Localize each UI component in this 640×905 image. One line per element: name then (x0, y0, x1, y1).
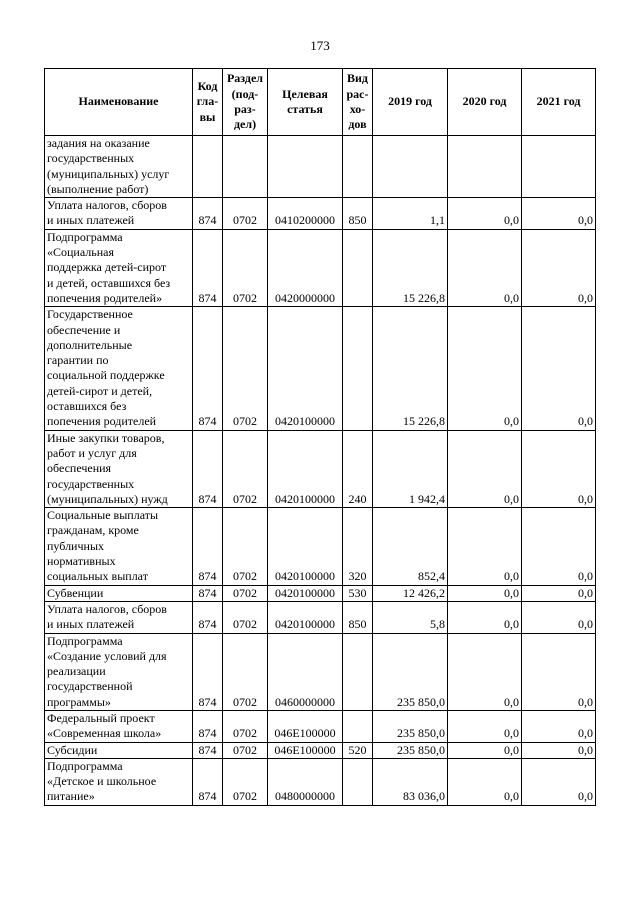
row-name-line: Федеральный проект (47, 710, 155, 725)
header-line: дел) (233, 117, 257, 132)
row-name-line: задания на оказание (47, 136, 150, 150)
target-item-cell: 0420100000 (268, 585, 343, 601)
row-name-line: социальной поддержке (47, 368, 165, 383)
row-name-line: попечения родителей (47, 414, 157, 429)
table-row (45, 508, 596, 585)
row-name-line: Государственное (47, 307, 133, 322)
amount-2019-cell: 15 226,8 (373, 307, 448, 430)
row-name-line: социальных выплат (47, 569, 148, 584)
header-name: Наименование (45, 69, 193, 136)
section-cell: 0702 (223, 758, 268, 805)
row-name-line: поддержка детей-сирот (47, 260, 167, 275)
header-section (223, 69, 268, 136)
amount-2020-cell: 0,0 (448, 601, 522, 633)
amount-2020-cell: 0,0 (448, 742, 522, 758)
target-item-cell: 0410200000 (268, 198, 343, 230)
row-name-line: Подпрограмма (47, 758, 123, 773)
header-expense-type (343, 69, 373, 136)
row-name-line: оставшихся без (47, 399, 127, 414)
expense-type-cell (343, 633, 373, 710)
row-name-line: и иных платежей (47, 213, 135, 228)
target-item-cell: 0420000000 (268, 229, 343, 306)
row-name-line: «Детское и школьное (47, 774, 157, 789)
table-row (45, 307, 596, 430)
amount-2021-cell: 0,0 (522, 430, 596, 507)
header-line: статья (287, 102, 323, 116)
row-name-line: нормативных (47, 554, 116, 569)
row-name-line: Субсидии (47, 742, 98, 757)
row-name-line: (выполнение работ) (47, 181, 149, 196)
chapter-code-cell: 874 (193, 633, 223, 710)
amount-2019-cell: 12 426,2 (373, 585, 448, 601)
amount-2019-cell: 15 226,8 (373, 229, 448, 306)
amount-2020-cell: 0,0 (448, 229, 522, 306)
target-item-cell: 0420100000 (268, 307, 343, 430)
chapter-code-cell: 874 (193, 601, 223, 633)
amount-2019-cell: 235 850,0 (373, 633, 448, 710)
expense-type-cell: 520 (343, 742, 373, 758)
header-line: Целевая (282, 86, 328, 101)
section-cell: 0702 (223, 601, 268, 633)
row-name-cell (45, 307, 193, 430)
amount-2019-cell: 5,8 (373, 601, 448, 633)
row-name-line: (муниципальных) услуг (47, 166, 170, 181)
table-row (45, 758, 596, 805)
row-name-line: Иные закупки товаров, (47, 430, 165, 445)
page-number: 173 (310, 38, 330, 53)
amount-2020-cell: 0,0 (448, 430, 522, 507)
header-chapter-code (193, 69, 223, 136)
row-name-cell (45, 136, 193, 198)
budget-table (44, 68, 596, 806)
row-name-line: гарантии по (47, 353, 109, 368)
row-name-cell (45, 633, 193, 710)
amount-2020-cell (448, 136, 522, 198)
row-name-cell (45, 601, 193, 633)
row-name-cell (45, 758, 193, 805)
row-name-line: Уплата налогов, сборов (47, 198, 167, 213)
table-row (45, 601, 596, 633)
row-name-line: детей-сирот и детей, (47, 383, 153, 398)
row-name-line: «Современная школа» (47, 726, 162, 741)
amount-2021-cell: 0,0 (522, 710, 596, 742)
expense-type-cell: 850 (343, 601, 373, 633)
expense-type-cell (343, 710, 373, 742)
table-row (45, 136, 596, 198)
table-row (45, 198, 596, 230)
amount-2021-cell: 0,0 (522, 585, 596, 601)
chapter-code-cell: 874 (193, 198, 223, 230)
expense-type-cell: 320 (343, 508, 373, 585)
amount-2019-cell: 1 942,4 (373, 430, 448, 507)
table-row (45, 742, 596, 758)
header-line: Вид (347, 71, 368, 86)
header-year-2019: 2019 год (373, 69, 448, 136)
row-name-line: программы» (47, 694, 111, 709)
header-year-2020: 2020 год (448, 69, 522, 136)
expense-type-cell: 850 (343, 198, 373, 230)
table-row (45, 430, 596, 507)
row-name-line: государственных (47, 151, 135, 166)
amount-2020-cell: 0,0 (448, 633, 522, 710)
amount-2020-cell: 0,0 (448, 758, 522, 805)
row-name-line: Подпрограмма (47, 229, 123, 244)
row-name-line: и детей, оставшихся без (47, 275, 171, 290)
row-name-line: «Социальная (47, 245, 115, 260)
amount-2020-cell: 0,0 (448, 508, 522, 585)
amount-2020-cell: 0,0 (448, 585, 522, 601)
row-name-cell (45, 585, 193, 601)
amount-2020-cell: 0,0 (448, 198, 522, 230)
row-name-line: и иных платежей (47, 617, 135, 632)
section-cell: 0702 (223, 508, 268, 585)
target-item-cell: 0460000000 (268, 633, 343, 710)
table-row (45, 229, 596, 306)
amount-2020-cell: 0,0 (448, 307, 522, 430)
amount-2021-cell: 0,0 (522, 758, 596, 805)
header-line: (под- (231, 86, 259, 101)
amount-2019-cell: 235 850,0 (373, 742, 448, 758)
table-header-row (45, 69, 596, 136)
expense-type-cell (343, 307, 373, 430)
row-name-cell (45, 198, 193, 230)
amount-2021-cell: 0,0 (522, 633, 596, 710)
row-name-line: Уплата налогов, сборов (47, 601, 167, 616)
row-name-line: государственных (47, 476, 135, 491)
row-name-line: питание» (47, 789, 95, 804)
row-name-line: работ и услуг для (47, 445, 137, 460)
chapter-code-cell: 874 (193, 585, 223, 601)
expense-type-cell: 530 (343, 585, 373, 601)
section-cell: 0702 (223, 307, 268, 430)
chapter-code-cell: 874 (193, 307, 223, 430)
row-name-line: дополнительные (47, 337, 133, 352)
amount-2021-cell: 0,0 (522, 229, 596, 306)
row-name-cell (45, 742, 193, 758)
chapter-code-cell: 874 (193, 229, 223, 306)
header-line: Код (197, 79, 218, 94)
table-row (45, 710, 596, 742)
expense-type-cell (343, 136, 373, 198)
amount-2021-cell: 0,0 (522, 198, 596, 230)
target-item-cell: 0420100000 (268, 601, 343, 633)
target-item-cell: 046E100000 (268, 710, 343, 742)
section-cell: 0702 (223, 742, 268, 758)
row-name-line: реализации (47, 664, 106, 679)
table-row (45, 585, 596, 601)
row-name-cell (45, 710, 193, 742)
amount-2021-cell: 0,0 (522, 508, 596, 585)
chapter-code-cell: 874 (193, 430, 223, 507)
target-item-cell: 0480000000 (268, 758, 343, 805)
row-name-line: попечения родителей» (47, 290, 163, 305)
row-name-line: «Создание условий для (47, 648, 167, 663)
table-row (45, 633, 596, 710)
amount-2019-cell: 1,1 (373, 198, 448, 230)
chapter-code-cell (193, 136, 223, 198)
header-year-2021: 2021 год (522, 69, 596, 136)
amount-2020-cell: 0,0 (448, 710, 522, 742)
target-item-cell: 046E100000 (268, 742, 343, 758)
row-name-line: обеспечения (47, 461, 112, 476)
row-name-line: Подпрограмма (47, 633, 123, 648)
row-name-line: обеспечение и (47, 322, 121, 337)
header-line: гла- (196, 94, 219, 109)
row-name-line: (муниципальных) нужд (47, 491, 168, 506)
amount-2019-cell: 83 036,0 (373, 758, 448, 805)
chapter-code-cell: 874 (193, 710, 223, 742)
section-cell: 0702 (223, 710, 268, 742)
target-item-cell (268, 136, 343, 198)
amount-2021-cell (522, 136, 596, 198)
amount-2019-cell (373, 136, 448, 198)
row-name-line: гражданам, кроме (47, 523, 139, 538)
chapter-code-cell: 874 (193, 508, 223, 585)
table-body (45, 136, 596, 806)
chapter-code-cell: 874 (193, 758, 223, 805)
amount-2021-cell: 0,0 (522, 601, 596, 633)
amount-2019-cell: 235 850,0 (373, 710, 448, 742)
section-cell: 0702 (223, 198, 268, 230)
row-name-cell (45, 229, 193, 306)
target-item-cell: 0420100000 (268, 430, 343, 507)
section-cell: 0702 (223, 229, 268, 306)
header-line: дов (348, 117, 367, 132)
expense-type-cell: 240 (343, 430, 373, 507)
row-name-line: Субвенции (47, 585, 104, 600)
expense-type-cell (343, 758, 373, 805)
row-name-cell (45, 508, 193, 585)
header-line: вы (199, 109, 216, 124)
section-cell: 0702 (223, 633, 268, 710)
amount-2021-cell: 0,0 (522, 742, 596, 758)
row-name-line: Социальные выплаты (47, 508, 159, 523)
header-line: Раздел (226, 71, 264, 86)
header-line: рас- (346, 86, 369, 101)
amount-2021-cell: 0,0 (522, 307, 596, 430)
expense-type-cell (343, 229, 373, 306)
amount-2019-cell: 852,4 (373, 508, 448, 585)
row-name-cell (45, 430, 193, 507)
row-name-line: государственной (47, 679, 133, 694)
header-line: раз- (234, 102, 256, 116)
section-cell: 0702 (223, 585, 268, 601)
header-line: хо- (349, 102, 366, 116)
chapter-code-cell: 874 (193, 742, 223, 758)
section-cell: 0702 (223, 430, 268, 507)
row-name-line: публичных (47, 538, 104, 553)
target-item-cell: 0420100000 (268, 508, 343, 585)
header-target-item (268, 69, 343, 136)
section-cell (223, 136, 268, 198)
